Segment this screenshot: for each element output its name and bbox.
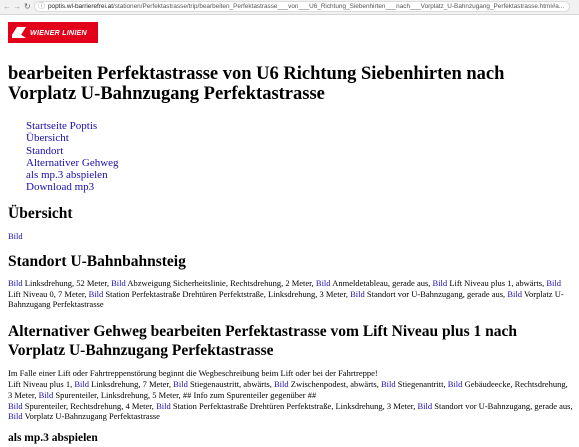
step-text: Vorplatz U-Bahnzugang Perfektastrasse (22, 411, 160, 422)
step-text: Gebäudeecke, Rechtsdrehung, 3 Meter, (8, 378, 568, 400)
logo-text: WIENER LINIEN (30, 28, 87, 37)
url-path: /stationen/Perfektastrasse/trip/bearbeiten_Perfektastrasse___von___U6_Richtung_Siebenhirten___nach___Vorplatz_U-Bahnzugang_Perfektastrasse.html#a... (113, 3, 565, 10)
nav-link-mp3-abspielen[interactable]: als mp.3 abspielen (26, 169, 108, 182)
url-host: poptis.wl-barrierefrei.at (48, 3, 113, 10)
reload-icon[interactable]: ↻ (24, 2, 31, 11)
wiener-linien-logo[interactable] (8, 22, 98, 43)
arrow-left-icon[interactable]: ← (3, 2, 11, 11)
logo-mark-icon (12, 27, 26, 38)
alternativ-heading: Alternativer Gehweg bearbeiten Perfektastrasse vom Lift Niveau plus 1 nach Vorplatz U-Bahnzugang Perfektastrasse (8, 323, 517, 360)
step-text: Lift Niveau 0, 7 Meter, (8, 288, 89, 299)
mp3-heading: als mp.3 abspielen (8, 432, 98, 445)
nav-links (26, 120, 573, 194)
bild-link[interactable]: Bild (432, 277, 448, 288)
address-url[interactable] (48, 2, 565, 12)
uebersicht-heading: Übersicht (8, 204, 73, 222)
standort-steps (8, 278, 573, 310)
step-text: Station Perfektastraße Drehtüren Perfektstraße, Linksdrehung, 3 Meter, (170, 400, 418, 411)
nav-link-alternativer-gehweg[interactable]: Alternativer Gehweg (26, 156, 119, 169)
info-icon[interactable]: ⓘ (38, 3, 45, 10)
bild-link[interactable]: Bild (546, 277, 561, 288)
bild-link[interactable]: Bild (156, 400, 171, 411)
bild-link[interactable]: Bild (350, 288, 365, 299)
step-text: Spurenteiler, Rechtsdrehung, 4 Meter, (22, 400, 157, 411)
step-text: Anmeldetableau, gerade aus, (330, 277, 433, 288)
bild-link[interactable]: Bild (447, 378, 463, 389)
page-content (8, 22, 573, 447)
nav-link-startseite[interactable]: Startseite Poptis (26, 120, 98, 132)
step-text: Linksdrehung, 52 Meter, (22, 277, 112, 288)
nav-link-uebersicht[interactable]: Übersicht (26, 132, 69, 145)
bild-link[interactable]: Bild (8, 277, 23, 288)
bild-link[interactable]: Bild (274, 378, 289, 389)
bild-link[interactable]: Bild (507, 288, 522, 299)
nav-link-download-mp3[interactable]: Download mp3 (26, 181, 95, 194)
address-bar[interactable] (34, 1, 570, 12)
bild-link[interactable]: Bild (315, 277, 331, 288)
step-text: Spurenteiler, Linksdrehung, 5 Meter, ## Info zum Spurenteiler gegenüber ## (53, 389, 317, 400)
step-text: Lift Niveau plus 1, abwärts, (447, 277, 547, 288)
page-title: bearbeiten Perfektastrasse von U6 Richtung Siebenhirten nach Vorplatz U-Bahnzugang Perfektastrasse (8, 64, 505, 104)
alternativ-intro: Im Falle einer Lift oder Fahrtreppenstörung beginnt die Wegbeschreibung beim Lift oder bei der Fahrtreppe! (8, 368, 378, 379)
browser-toolbar (0, 0, 579, 15)
step-text: Stiegenantritt, (395, 378, 448, 389)
step-text: Abzweigung Sicherheitslinie, Rechtsdrehung, 2 Meter, (125, 277, 316, 288)
alternativ-line-2 (8, 401, 573, 422)
bild-link[interactable]: Bild (8, 411, 23, 422)
bild-link[interactable]: Bild (8, 400, 23, 411)
step-text: Linksdrehung, 7 Meter, (89, 378, 174, 389)
standort-heading: Standort U-Bahnbahnsteig (8, 252, 186, 270)
step-text: Station Perfektastraße Drehtüren Perfektstraße, Linksdrehung, 3 Meter, (103, 288, 351, 299)
step-text: Standort vor U-Bahnzugang, gerade aus, (432, 400, 573, 411)
bild-link[interactable]: Bild (38, 389, 54, 400)
bild-link[interactable]: Bild (111, 277, 126, 288)
alternativ-steps (8, 368, 573, 422)
alternativ-lead: Lift Niveau plus 1, (8, 378, 75, 389)
arrow-right-icon[interactable]: → (13, 2, 21, 11)
bild-link[interactable]: Bild (417, 400, 433, 411)
step-text: Stiegenaustritt, abwärts, (187, 378, 274, 389)
step-text: Vorplatz U-Bahnzugang Perfektastrasse (8, 288, 564, 310)
bild-link[interactable]: Bild (74, 378, 89, 389)
nav-link-standort[interactable]: Standort (26, 144, 64, 157)
uebersicht-bild-link[interactable]: Bild (8, 230, 23, 241)
step-text: Zwischenpodest, abwärts, (288, 378, 381, 389)
alternativ-line-1 (8, 379, 568, 400)
bild-link[interactable]: Bild (380, 378, 396, 389)
bild-link[interactable]: Bild (88, 288, 104, 299)
step-text: Standort vor U-Bahnzugang, gerade aus, (364, 288, 508, 299)
bild-link[interactable]: Bild (173, 378, 188, 389)
